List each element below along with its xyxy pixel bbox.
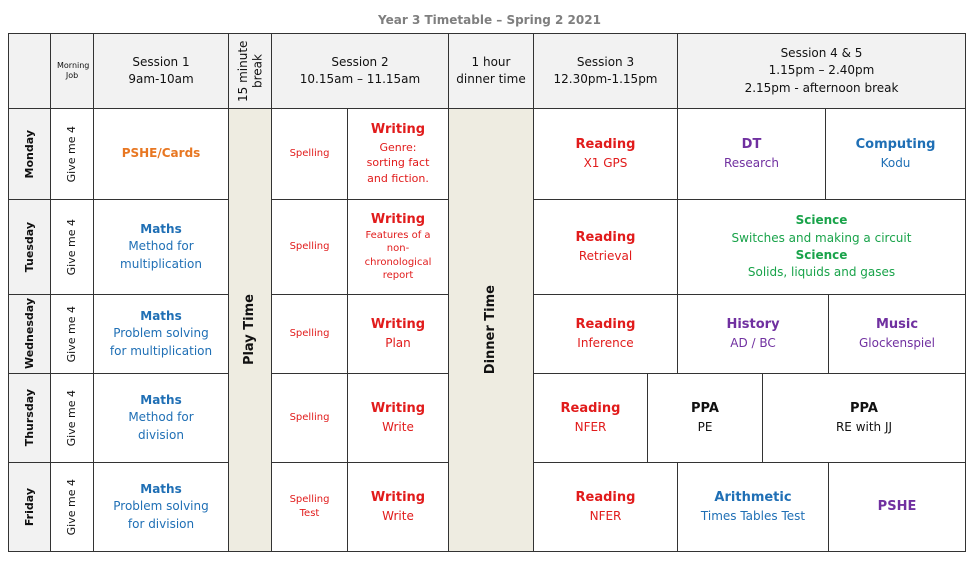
lesson-title: Reading — [575, 316, 636, 332]
lesson-detail: sorting fact — [366, 156, 430, 170]
day-label: Thursday — [22, 389, 36, 447]
spelling-friday — [271, 462, 348, 552]
morning-job-friday — [50, 462, 94, 552]
break-label: 15 minute break — [235, 40, 264, 102]
lesson-title: History — [726, 316, 780, 332]
spelling-monday — [271, 108, 348, 200]
lesson-title: Reading — [575, 229, 636, 245]
session-4-friday — [677, 462, 829, 552]
morning-job-monday — [50, 108, 94, 200]
day-monday — [8, 108, 51, 200]
session-4-monday — [677, 108, 826, 200]
lesson-detail: Solids, liquids and gases — [747, 265, 896, 280]
dinner-line-2: dinner time — [456, 72, 526, 86]
session-3-tuesday — [533, 199, 678, 295]
session-3-friday — [533, 462, 678, 552]
session-1-friday — [93, 462, 229, 552]
lesson-title: Maths — [140, 308, 182, 323]
writing-wednesday — [347, 294, 449, 374]
session-4-wednesday — [677, 294, 829, 374]
session-2-time: 10.15am – 11.15am — [299, 72, 421, 86]
header-session-1 — [93, 33, 229, 109]
session-3-wednesday — [533, 294, 678, 374]
lesson-detail: Method for — [128, 410, 194, 425]
session-1-tuesday — [93, 199, 229, 295]
lesson-detail: Features of a — [365, 229, 431, 241]
lesson-title: PSHE — [877, 498, 917, 514]
header-session-4-5 — [677, 33, 966, 109]
lesson-title: PSHE/Cards — [121, 146, 201, 161]
session-1-thursday — [93, 373, 229, 463]
writing-monday — [347, 108, 449, 200]
session-1-monday — [93, 108, 229, 200]
header-session-3 — [533, 33, 678, 109]
lesson-title: Reading — [575, 136, 636, 152]
lesson-title: Reading — [560, 400, 621, 416]
timetable-title: Year 3 Timetable – Spring 2 2021 — [378, 13, 601, 27]
lesson-detail: report — [382, 270, 414, 282]
session-5-monday — [825, 108, 966, 200]
lesson-detail: Write — [382, 508, 414, 523]
lesson-title: Music — [875, 316, 919, 332]
spelling-text: Spelling — [289, 411, 330, 423]
spelling-text: Spelling — [289, 240, 330, 252]
morning-job-text: Give me 4 — [65, 218, 79, 276]
lesson-title: Maths — [140, 221, 182, 236]
lesson-title: Reading — [575, 489, 636, 505]
day-friday — [8, 462, 51, 552]
session-4-5-tuesday — [677, 199, 966, 295]
lesson-title: Maths — [140, 481, 182, 496]
lesson-title: DT — [741, 136, 762, 152]
day-label: Wednesday — [22, 298, 36, 370]
day-label: Monday — [22, 129, 36, 179]
dinner-line-1: 1 hour — [471, 54, 511, 69]
session-1-time: 9am-10am — [128, 72, 194, 86]
lesson-detail: NFER — [589, 508, 622, 523]
session-5-friday — [828, 462, 966, 552]
lesson-detail: PE — [697, 419, 713, 434]
day-label: Friday — [22, 487, 36, 527]
lesson-title: PPA — [691, 400, 719, 416]
writing-thursday — [347, 373, 449, 463]
lesson-detail: Times Tables Test — [700, 508, 806, 523]
session-4-5-time: 1.15pm – 2.40pm — [768, 63, 875, 78]
lesson-detail: Write — [382, 419, 414, 434]
morning-job-text: Give me 4 — [65, 478, 79, 536]
lesson-detail: Inference — [577, 335, 634, 350]
lesson-detail: Switches and making a circuit — [731, 230, 912, 245]
lesson-title: PPA — [850, 400, 878, 416]
header-dinner — [448, 33, 534, 109]
lesson-detail: NFER — [574, 419, 607, 434]
lesson-detail: X1 GPS — [583, 155, 628, 170]
morning-job-thursday — [50, 373, 94, 463]
lesson-title: Science — [795, 213, 848, 228]
day-tuesday — [8, 199, 51, 295]
lesson-detail: for multiplication — [109, 343, 213, 358]
lesson-title: Writing — [370, 316, 426, 332]
day-thursday — [8, 373, 51, 463]
day-label: Tuesday — [22, 221, 36, 273]
morning-job-tuesday — [50, 199, 94, 295]
session-4-5-break: 2.15pm - afternoon break — [744, 80, 899, 95]
spelling-text: Spelling — [289, 147, 330, 159]
morning-job-wednesday — [50, 294, 94, 374]
lesson-title: Science — [795, 248, 848, 262]
header-morning-job — [50, 33, 94, 109]
spelling-thursday — [271, 373, 348, 463]
morning-job-text: Give me 4 — [65, 305, 79, 363]
dinner-time-band — [448, 108, 534, 552]
lesson-title: Writing — [370, 489, 426, 505]
header-break — [228, 33, 272, 109]
play-time-label: Play Time — [241, 294, 257, 366]
lesson-detail: Problem solving — [113, 499, 209, 514]
session-3-name: Session 3 — [576, 54, 635, 69]
lesson-title: Writing — [370, 400, 426, 416]
lesson-detail: multiplication — [120, 256, 202, 271]
day-wednesday — [8, 294, 51, 374]
session-3-thursday — [533, 373, 648, 463]
lesson-detail: Glockenspiel — [858, 335, 935, 350]
lesson-title: Writing — [370, 121, 426, 137]
dinner-time-label: Dinner Time — [482, 285, 498, 375]
session-2-name: Session 2 — [331, 54, 389, 69]
lesson-detail: Plan — [385, 335, 411, 350]
lesson-detail: Research — [723, 155, 780, 170]
lesson-title: Computing — [855, 136, 936, 152]
spelling-text: Test — [299, 508, 320, 519]
lesson-detail: for division — [127, 516, 195, 531]
lesson-title: Maths — [140, 392, 182, 407]
lesson-detail: AD / BC — [730, 335, 776, 350]
play-time-band — [228, 108, 272, 552]
lesson-title: Arithmetic — [714, 489, 792, 505]
lesson-detail: division — [138, 427, 184, 442]
session-3-time: 12.30pm-1.15pm — [553, 72, 658, 86]
writing-tuesday — [347, 199, 449, 295]
spelling-text: Spelling — [289, 493, 330, 505]
lesson-detail: Kodu — [880, 155, 911, 170]
spelling-text: Spelling — [289, 327, 330, 339]
lesson-detail: RE with JJ — [835, 419, 893, 434]
header-corner — [8, 33, 51, 109]
session-3-monday — [533, 108, 678, 200]
lesson-detail: Problem solving — [113, 326, 209, 341]
lesson-detail: non- — [386, 243, 410, 255]
header-session-2 — [271, 33, 449, 109]
lesson-detail: chronological — [364, 256, 432, 268]
session-5-wednesday — [828, 294, 966, 374]
morning-job-text: Give me 4 — [65, 125, 79, 183]
writing-friday — [347, 462, 449, 552]
session-1-wednesday — [93, 294, 229, 374]
session-4-5-name: Session 4 & 5 — [780, 45, 863, 60]
spelling-wednesday — [271, 294, 348, 374]
session-5-thursday — [762, 373, 966, 463]
lesson-detail: Method for — [128, 239, 194, 254]
lesson-detail: and fiction. — [367, 172, 429, 186]
session-1-name: Session 1 — [132, 54, 190, 69]
session-4-thursday — [647, 373, 763, 463]
spelling-tuesday — [271, 199, 348, 295]
morning-job-label: Morning Job — [57, 61, 90, 80]
lesson-detail: Retrieval — [578, 248, 633, 263]
morning-job-text: Give me 4 — [65, 389, 79, 447]
lesson-title: Writing — [370, 212, 426, 228]
lesson-detail: Genre: — [379, 140, 417, 154]
